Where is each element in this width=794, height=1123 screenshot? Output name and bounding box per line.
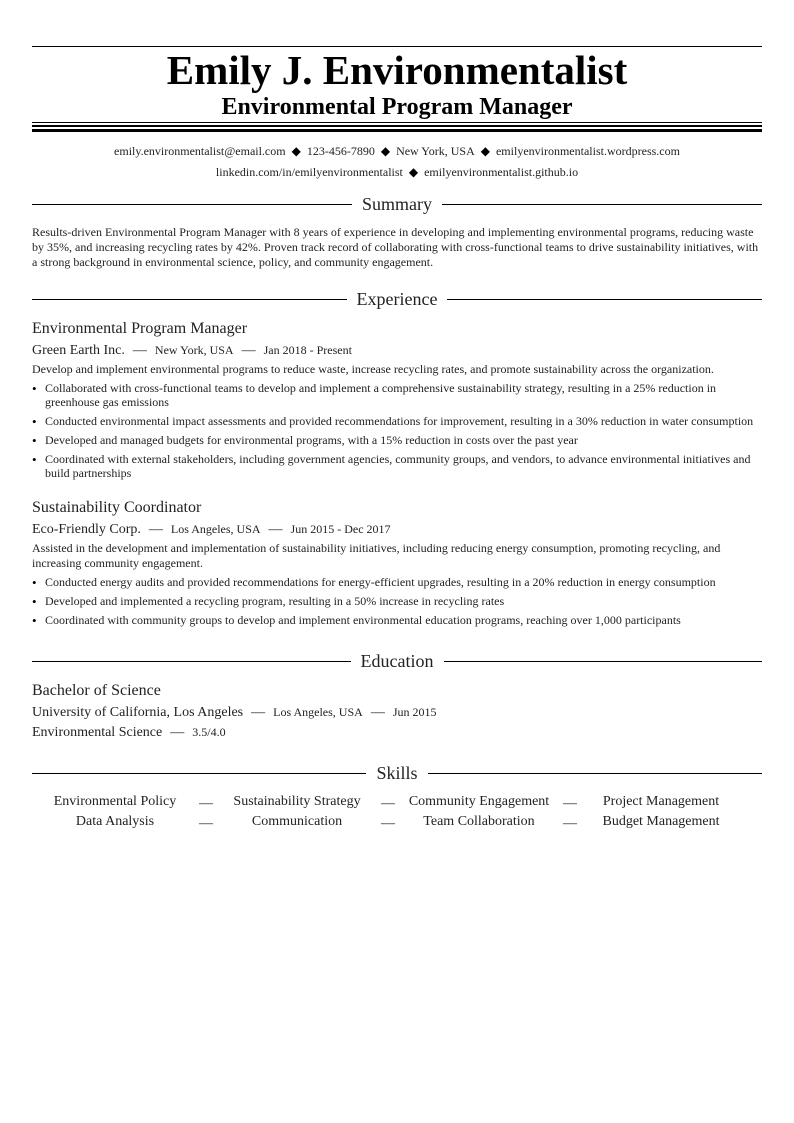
school-location: Los Angeles, USA (273, 705, 363, 719)
job-title-headline: Environmental Program Manager (221, 94, 573, 120)
heading-rule (32, 204, 352, 205)
dash-separator: — (199, 796, 213, 811)
skill-item: Project Management (602, 794, 720, 809)
heading-rule (428, 773, 762, 774)
dash-separator: — (148, 522, 163, 537)
company-name: Eco-Friendly Corp. (32, 522, 141, 537)
list-item: • Conducted environmental impact assessments and provided recommendations for improvement, resulting in a 30% reduction in water consumption (32, 414, 762, 428)
linkedin-link[interactable]: linkedin.com/in/emilyenvironmentalist (215, 165, 403, 179)
dash-separator: — (563, 796, 577, 811)
job-description: Assisted in the development and implementation of sustainability initiatives, including reducing energy consumption, promoting recycling, and increasing community engagement. (32, 541, 721, 570)
diamond-separator-icon: ◆ (408, 165, 419, 179)
job-dates: Jun 2015 - Dec 2017 (290, 522, 391, 536)
location: New York, USA (396, 144, 475, 158)
summary-heading (32, 192, 762, 216)
dash-separator: — (381, 816, 395, 831)
section-title: Experience (356, 288, 438, 309)
dash-separator: — (370, 705, 385, 720)
job-title: Environmental Program Manager (32, 320, 248, 337)
job-bullets (32, 381, 762, 485)
gpa: 3.5/4.0 (192, 725, 226, 739)
section-title: Summary (362, 193, 432, 214)
experience-heading (32, 287, 762, 311)
heading-rule (32, 299, 347, 300)
job-title: Sustainability Coordinator (32, 499, 202, 516)
list-item: • Developed and implemented a recycling program, resulting in a 50% increase in recycling rates (32, 594, 762, 608)
list-item: • Collaborated with cross-functional teams to develop and implement a comprehensive sustainability strategy, resulting in a 25% reduction in greenhouse gas emissions (32, 381, 762, 409)
job-bullets (32, 575, 762, 632)
dash-separator: — (251, 705, 266, 720)
email-link[interactable]: emily.environmentalist@email.com (114, 144, 286, 158)
job-description: Develop and implement environmental programs to reduce waste, increase recycling rates, and promote sustainability across the organization. (32, 362, 714, 376)
skill-item: Communication (251, 814, 343, 829)
header-rule (32, 122, 762, 123)
company-name: Green Earth Inc. (32, 343, 125, 358)
list-item: • Coordinated with external stakeholders, including government agencies, community groups, and vendors, to advance environmental initiatives and build partnerships (32, 452, 762, 480)
degree: Bachelor of Science (32, 682, 161, 699)
job-dates: Jan 2018 - Present (263, 343, 352, 357)
heading-rule (32, 773, 366, 774)
graduation-date: Jun 2015 (392, 705, 437, 719)
phone-number: 123-456-7890 (306, 144, 375, 158)
education-field (32, 723, 226, 742)
dash-separator: — (132, 343, 147, 358)
dash-separator: — (381, 796, 395, 811)
section-title: Education (360, 650, 434, 671)
dash-separator: — (170, 725, 185, 740)
contact-row (32, 143, 762, 159)
skill-item: Budget Management (602, 814, 720, 829)
skills-heading (32, 761, 762, 785)
skill-item: Data Analysis (75, 814, 155, 829)
education-heading (32, 649, 762, 673)
job-meta (32, 520, 391, 539)
diamond-separator-icon: ◆ (291, 144, 301, 158)
github-link[interactable]: emilyenvironmentalist.github.io (424, 165, 579, 179)
job-location: New York, USA (154, 343, 234, 357)
diamond-separator-icon: ◆ (480, 144, 490, 158)
job-location: Los Angeles, USA (170, 522, 261, 536)
heading-rule (442, 204, 762, 205)
skill-item: Community Engagement (408, 794, 550, 809)
header-rule (32, 129, 762, 132)
school-name: University of California, Los Angeles (32, 705, 244, 720)
skills-grid (32, 792, 762, 832)
heading-rule (444, 661, 763, 662)
summary-text: Results-driven Environmental Program Manager with 8 years of experience in developing and implementing environmental programs, reducing waste by 35%, and increasing recycling rates by 42%. Proven track record of collaborating with cross-functional teams to drive sustainability initiatives, with a strong background in environmental science, policy, and community engagement. (32, 225, 759, 269)
heading-rule (447, 299, 762, 300)
skill-item: Team Collaboration (423, 814, 535, 829)
section-title: Skills (376, 762, 418, 783)
diamond-separator-icon: ◆ (380, 144, 391, 158)
list-item: • Conducted energy audits and provided recommendations for energy-efficient upgrades, resulting in a 20% reduction in energy consumption (32, 575, 762, 589)
dash-separator: — (563, 816, 577, 831)
dash-separator: — (199, 816, 213, 831)
website-link[interactable]: emilyenvironmentalist.wordpress.com (495, 144, 680, 158)
candidate-name: Emily J. Environmentalist (166, 47, 628, 93)
list-item: • Coordinated with community groups to develop and implement environmental education programs, reaching over 1,000 participants (32, 613, 762, 627)
dash-separator: — (268, 522, 283, 537)
contact-row (32, 164, 762, 180)
skill-item: Sustainability Strategy (233, 794, 361, 809)
header-rule (32, 125, 762, 127)
skill-item: Environmental Policy (53, 794, 177, 809)
heading-rule (32, 661, 351, 662)
job-meta (32, 341, 352, 360)
field-of-study: Environmental Science (32, 725, 163, 740)
education-meta (32, 703, 436, 722)
dash-separator: — (241, 343, 256, 358)
list-item: • Developed and managed budgets for environmental programs, with a 15% reduction in costs over the past year (32, 433, 762, 447)
skills-row (32, 812, 762, 832)
skills-row (32, 792, 762, 812)
